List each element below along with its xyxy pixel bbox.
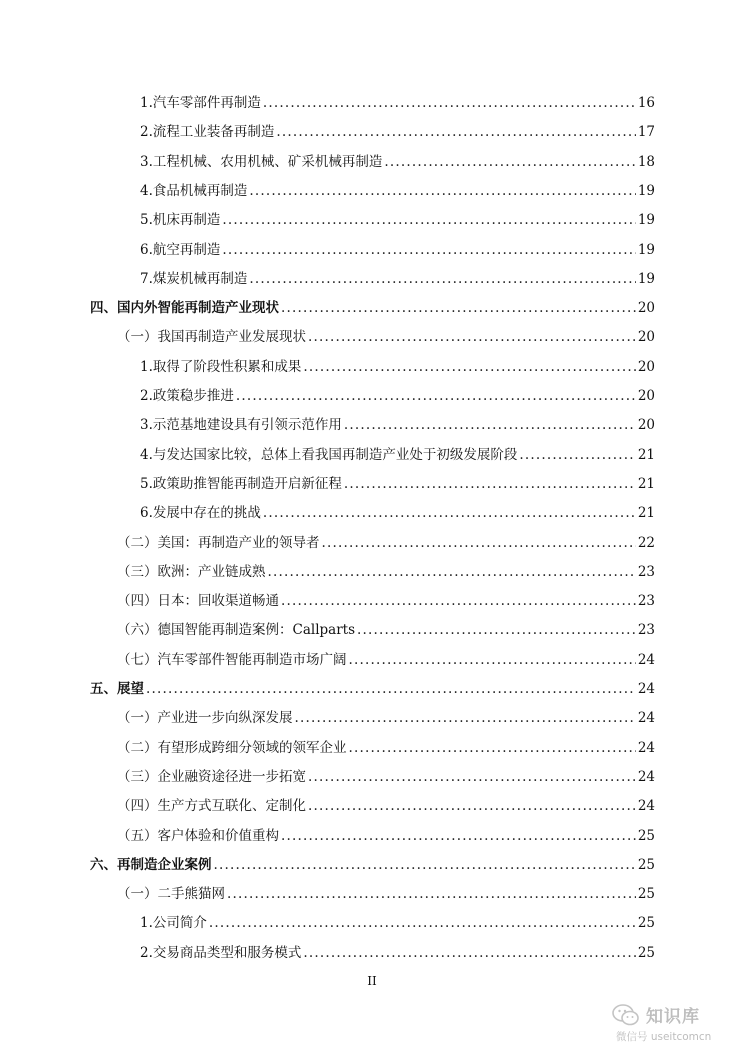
- toc-entry-page: 25: [637, 944, 655, 961]
- toc-entry-page: 19: [637, 241, 655, 258]
- toc-entry-number: 4.: [140, 446, 153, 463]
- toc-dot-leader: [344, 411, 636, 439]
- toc-entry[interactable]: [140, 177, 655, 205]
- toc-entry-number: 5.: [140, 212, 153, 229]
- toc-entry-page: 24: [637, 739, 655, 756]
- watermark-brand: 知识库: [646, 1007, 700, 1027]
- toc-entry-title: 政策助推智能再制造开启新征程: [152, 475, 342, 492]
- toc-entry[interactable]: [117, 587, 655, 615]
- toc-entry[interactable]: [117, 558, 655, 586]
- toc-entry-title: 航空再制造: [152, 241, 221, 258]
- toc-dot-leader: [263, 499, 636, 527]
- watermark-subtitle: 微信号 useitcomcn: [616, 1031, 712, 1043]
- toc-dot-leader: [222, 206, 635, 234]
- toc-dot-leader: [308, 763, 636, 791]
- toc-dot-leader: [268, 558, 636, 586]
- toc-entry[interactable]: [117, 792, 655, 820]
- toc-dot-leader: [209, 909, 636, 937]
- toc-entry-page: 19: [637, 212, 655, 229]
- toc-dot-leader: [295, 704, 636, 732]
- toc-dot-leader: [344, 470, 636, 498]
- toc-entry[interactable]: [140, 382, 655, 410]
- toc-entry-title: 与发达国家比较，总体上看我国再制造产业处于初级发展阶段: [152, 446, 518, 463]
- toc-entry-title: 公司简介: [152, 915, 207, 932]
- toc-entry[interactable]: [117, 880, 655, 908]
- toc-entry-number: 6.: [140, 241, 153, 258]
- toc-entry-page: 24: [637, 768, 655, 785]
- toc-entry[interactable]: [117, 323, 655, 351]
- toc-entry-page: 19: [637, 182, 655, 199]
- toc-entry-title: 流程工业装备再制造: [152, 124, 275, 141]
- toc-entry[interactable]: [140, 265, 655, 293]
- toc-dot-leader: [249, 265, 635, 293]
- toc-entry-number: 2.: [140, 124, 153, 141]
- toc-entry[interactable]: [117, 734, 655, 762]
- toc-entry-page: 21: [637, 446, 655, 463]
- toc-entry-page: 22: [637, 534, 655, 551]
- toc-entry-title: （一）我国再制造产业发展现状: [117, 329, 306, 346]
- toc-entry-number: 1.: [140, 915, 153, 932]
- toc-entry[interactable]: [140, 939, 655, 967]
- toc-dot-leader: [308, 792, 636, 820]
- toc-entry-page: 17: [637, 124, 655, 141]
- toc-entry-page: 20: [637, 388, 655, 404]
- toc-entry-number: 2.: [140, 388, 153, 404]
- toc-entry-page: 25: [637, 827, 655, 844]
- toc-dot-leader: [249, 177, 635, 205]
- toc-entry[interactable]: [140, 441, 655, 469]
- toc-entry-title: 示范基地建设具有引领示范作用: [152, 417, 342, 434]
- toc-entry-title: 四、国内外智能再制造产业现状: [90, 300, 279, 317]
- toc-entry-title: （一）二手熊猫网: [117, 886, 225, 903]
- toc-entry[interactable]: [140, 411, 655, 439]
- toc-entry-title: （四）生产方式互联化、定制化: [117, 798, 306, 815]
- toc-entry-page: 23: [637, 593, 655, 610]
- toc-entry[interactable]: [90, 294, 655, 322]
- toc-entry-title: 汽车零部件再制造: [152, 95, 261, 111]
- toc-dot-leader: [349, 646, 636, 674]
- toc-entry-title: （四）日本：回收渠道畅通: [117, 593, 279, 610]
- toc-entry[interactable]: [140, 148, 655, 176]
- toc-entry-title: 五、展望: [90, 681, 144, 697]
- toc-dot-leader: [222, 236, 635, 264]
- toc-entry-page: 20: [637, 300, 655, 317]
- toc-entry-title: 交易商品类型和服务模式: [152, 944, 302, 961]
- toc-entry[interactable]: [140, 909, 655, 937]
- toc-entry-title: 发展中存在的挑战: [152, 505, 261, 522]
- toc-entry-title: 政策稳步推进: [152, 388, 234, 404]
- toc-entry-title: （七）汽车零部件智能再制造市场广阔: [117, 651, 347, 668]
- toc-entry[interactable]: [117, 529, 655, 557]
- toc-entry-title: 六、再制造企业案例: [90, 856, 212, 873]
- toc-entry[interactable]: [90, 851, 655, 879]
- toc-dot-leader: [281, 822, 636, 850]
- toc-dot-leader: [281, 587, 636, 615]
- toc-dot-leader: [281, 294, 636, 322]
- toc-entry-title: 机床再制造: [152, 212, 221, 229]
- toc-entry-page: 23: [637, 622, 655, 639]
- toc-dot-leader: [303, 353, 635, 381]
- toc-dot-leader: [236, 382, 636, 410]
- wechat-icon: [612, 1004, 640, 1026]
- toc-dot-leader: [227, 880, 636, 908]
- toc-dot-leader: [303, 939, 635, 967]
- watermark: [612, 1002, 732, 1046]
- toc-entry-page: 20: [637, 417, 655, 434]
- toc-entry[interactable]: [117, 822, 655, 850]
- toc-entry[interactable]: [140, 236, 655, 264]
- toc-entry-title: 煤炭机械再制造: [152, 270, 248, 287]
- toc-entry[interactable]: [117, 704, 655, 732]
- toc-entry-title: （二）美国：再制造产业的领导者: [117, 534, 320, 551]
- toc-dot-leader: [263, 89, 636, 117]
- toc-entry[interactable]: [140, 118, 655, 146]
- toc-entry-number: 1.: [140, 358, 153, 375]
- toc-entry[interactable]: [90, 675, 655, 703]
- toc-dot-leader: [308, 323, 636, 351]
- toc-entry-title: 工程机械、农用机械、矿采机械再制造: [152, 153, 383, 170]
- toc-entry-page: 25: [637, 886, 655, 903]
- toc-entry-title: （二）有望形成跨细分领域的领军企业: [117, 739, 347, 756]
- toc-entry-number: 3.: [140, 153, 153, 170]
- toc-entry-number: 4.: [140, 182, 153, 199]
- toc-entry-number: 1.: [140, 95, 153, 111]
- toc-entry-number: 5.: [140, 475, 153, 492]
- toc-entry[interactable]: [140, 89, 655, 117]
- toc-entry[interactable]: [140, 353, 655, 381]
- toc-entry-page: 24: [637, 710, 655, 727]
- toc-entry-page: 24: [637, 681, 655, 697]
- toc-entry-number: 3.: [140, 417, 153, 434]
- toc-entry-title: （三）企业融资途径进一步拓宽: [117, 768, 306, 785]
- toc-dot-leader: [322, 529, 636, 557]
- toc-entry[interactable]: [140, 206, 655, 234]
- toc-entry-page: 16: [637, 95, 655, 111]
- toc-entry-title: （一）产业进一步向纵深发展: [117, 710, 293, 727]
- toc-entry[interactable]: [117, 763, 655, 791]
- toc-entry-title: （六）德国智能再制造案例：Callparts: [117, 622, 356, 639]
- toc-entry[interactable]: [117, 616, 655, 644]
- toc-entry-page: 23: [637, 563, 655, 580]
- toc-entry-page: 19: [637, 270, 655, 287]
- toc-entry-number: 6.: [140, 505, 153, 522]
- toc-entry[interactable]: [117, 646, 655, 674]
- toc-entry-page: 21: [637, 505, 655, 522]
- toc-entry-number: 7.: [140, 270, 153, 287]
- toc-entry-title: 食品机械再制造: [152, 182, 248, 199]
- toc-dot-leader: [357, 616, 636, 644]
- toc-dot-leader: [276, 118, 635, 146]
- toc-dot-leader: [146, 675, 636, 703]
- toc-entry-page: 20: [637, 329, 655, 346]
- toc-dot-leader: [349, 734, 636, 762]
- toc-entry-page: 25: [637, 856, 655, 873]
- toc-entry[interactable]: [140, 470, 655, 498]
- toc-entry[interactable]: [140, 499, 655, 527]
- toc-entry-title: （三）欧洲：产业链成熟: [117, 563, 266, 580]
- toc-entry-title: 取得了阶段性积累和成果: [152, 358, 302, 375]
- toc-dot-leader: [384, 148, 635, 176]
- toc-entry-number: 2.: [140, 944, 153, 961]
- toc-entry-page: 24: [637, 798, 655, 815]
- toc-entry-page: 20: [637, 358, 655, 375]
- toc-entry-page: 25: [637, 915, 655, 932]
- toc-entry-page: 18: [637, 153, 655, 170]
- toc-entry-title: （五）客户体验和价值重构: [117, 827, 279, 844]
- toc-dot-leader: [214, 851, 636, 879]
- page-number: II: [367, 974, 377, 988]
- toc-dot-leader: [519, 441, 635, 469]
- toc-entry-page: 24: [637, 651, 655, 668]
- toc-entry-page: 21: [637, 475, 655, 492]
